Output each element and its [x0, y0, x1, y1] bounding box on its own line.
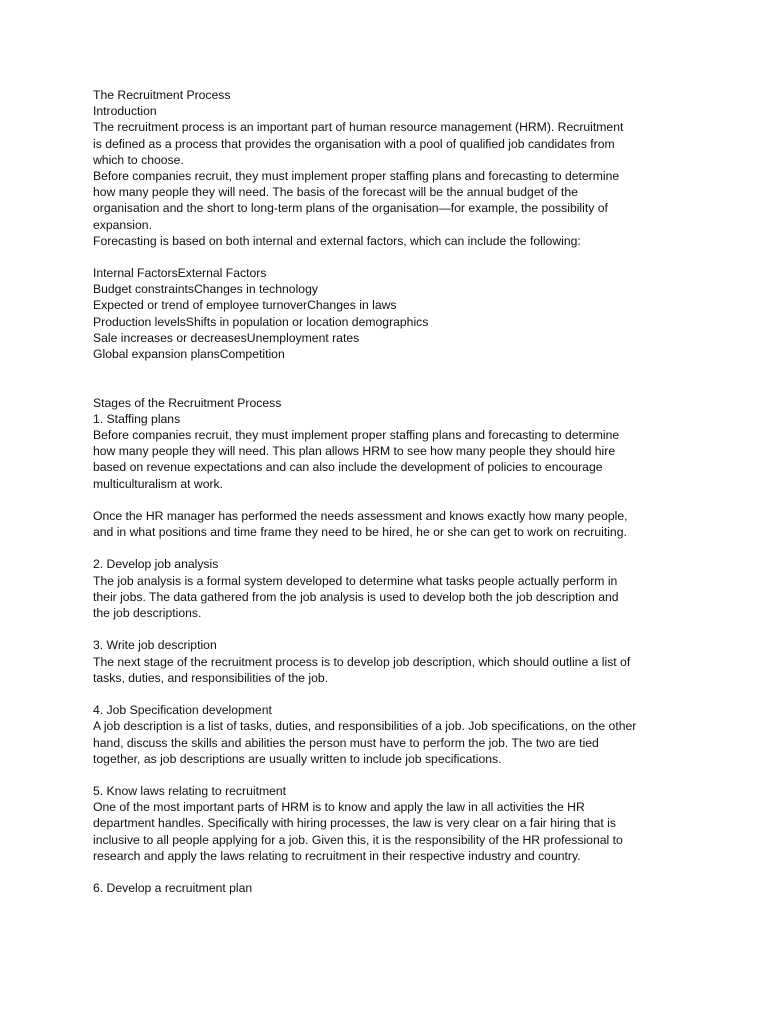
factors-row: Production levelsShifts in population or location demographics	[93, 314, 429, 329]
text-line: their jobs. The data gathered from the job analysis is used to develop both the job description and	[93, 589, 619, 604]
text-line: which to choose.	[93, 152, 184, 167]
stages-heading: Stages of the Recruitment Process	[93, 395, 282, 410]
stage-section	[93, 783, 683, 864]
text-line: expansion.	[93, 217, 152, 232]
stage-heading: 3. Write job description	[93, 638, 217, 653]
text-line: department handles. Specifically with hiring processes, the law is very clear on a fair hiring that is	[93, 816, 616, 831]
stage-section	[93, 637, 683, 686]
factors-row: Sale increases or decreasesUnemployment rates	[93, 330, 360, 345]
stage-section	[93, 411, 683, 541]
intro-paragraph	[93, 119, 683, 168]
text-line: research and apply the laws relating to recruitment in their respective industry and country.	[93, 848, 581, 863]
text-line: is defined as a process that provides the organisation with a pool of qualified job candidates from	[93, 136, 615, 151]
text-line: The next stage of the recruitment process is to develop job description, which should outline a list of	[93, 654, 631, 669]
text-line: tasks, duties, and responsibilities of the job.	[93, 670, 329, 685]
stage-heading: 5. Know laws relating to recruitment	[93, 784, 287, 799]
stage-heading: 2. Develop job analysis	[93, 557, 219, 572]
text-line: Forecasting is based on both internal and external factors, which can include the following:	[93, 233, 581, 248]
document-title: The Recruitment Process	[93, 88, 231, 102]
factors-row: Expected or trend of employee turnoverChanges in laws	[93, 298, 397, 313]
text-line: Before companies recruit, they must implement proper staffing plans and forecasting to determine	[93, 427, 620, 442]
stage-heading: 4. Job Specification development	[93, 703, 272, 718]
text-line: A job description is a list of tasks, duties, and responsibilities of a job. Job specifications, on the other	[93, 719, 637, 734]
text-line: inclusive to all people applying for a job. Given this, it is the responsibility of the HR professional to	[93, 832, 623, 847]
stage-heading: 6. Develop a recruitment plan	[93, 881, 253, 896]
text-line: how many people they will need. This plan allows HRM to see how many people they should hire	[93, 444, 616, 459]
text-line: based on revenue expectations and can also include the development of policies to encourage	[93, 460, 603, 475]
text-line: The recruitment process is an important part of human resource management (HRM). Recruitment	[93, 120, 624, 135]
text-line: organisation and the short to long-term plans of the organisation—for example, the possibility of	[93, 201, 608, 216]
stage-section	[93, 880, 683, 896]
stage-section	[93, 702, 683, 767]
factors-list	[93, 265, 683, 362]
text-line: how many people they will need. The basis of the forecast will be the annual budget of the	[93, 185, 578, 200]
intro-heading: Introduction	[93, 104, 157, 119]
text-line: multiculturalism at work.	[93, 476, 224, 491]
text-line: Once the HR manager has performed the needs assessment and knows exactly how many people,	[93, 508, 628, 523]
factors-header: Internal FactorsExternal Factors	[93, 266, 267, 281]
text-line: The job analysis is a formal system developed to determine what tasks people actually perform in	[93, 573, 618, 588]
intro-paragraph	[93, 233, 683, 249]
text-line: and in what positions and time frame they need to be hired, he or she can get to work on recruiting.	[93, 525, 627, 540]
text-line: Before companies recruit, they must implement proper staffing plans and forecasting to determine	[93, 168, 620, 183]
text-line: hand, discuss the skills and abilities the person must have to perform the job. The two are tied	[93, 735, 599, 750]
document-page	[93, 87, 683, 896]
intro-paragraph	[93, 168, 683, 233]
factors-row: Budget constraintsChanges in technology	[93, 282, 318, 297]
factors-row: Global expansion plansCompetition	[93, 347, 285, 361]
text-line: the job descriptions.	[93, 606, 202, 621]
stage-heading: 1. Staffing plans	[93, 411, 181, 426]
text-line: One of the most important parts of HRM is to know and apply the law in all activities the HR	[93, 800, 585, 815]
text-line: together, as job descriptions are usually written to include job specifications.	[93, 751, 502, 766]
stage-section	[93, 556, 683, 621]
